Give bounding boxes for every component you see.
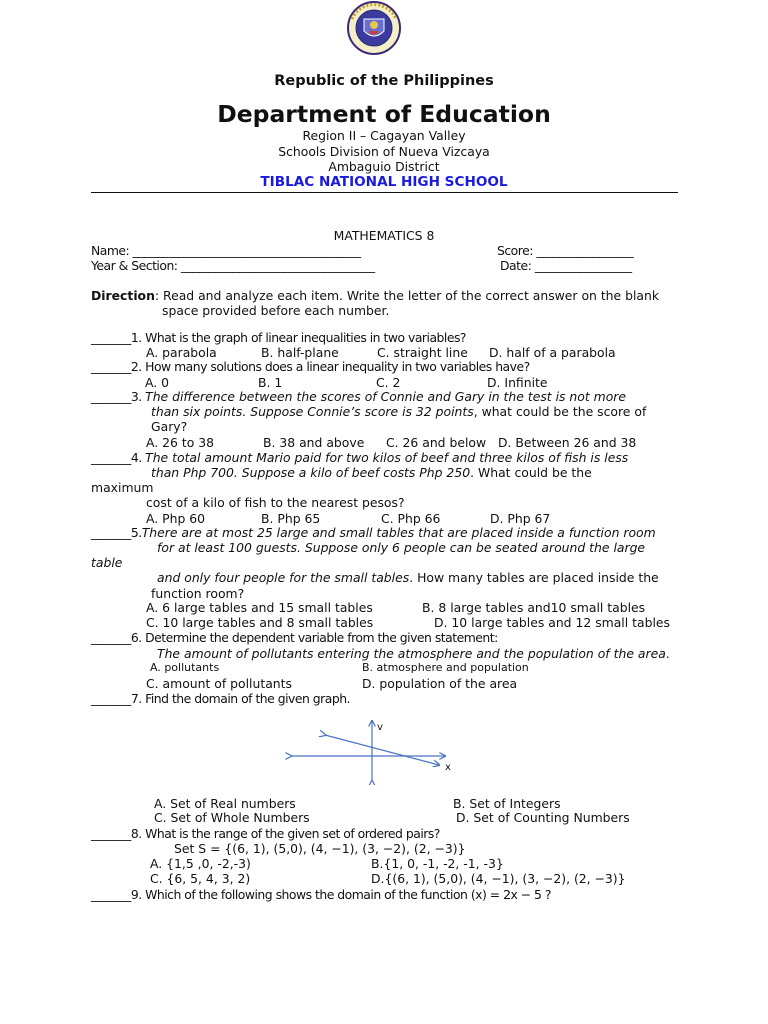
q5-line-5: function room? (151, 586, 245, 601)
q7-option-c: C. Set of Whole Numbers (154, 810, 310, 825)
q6-option-b: B. atmosphere and population (362, 661, 529, 674)
region-line: Region II – Cagayan Valley (302, 128, 466, 143)
q7-y-label: v (377, 722, 383, 733)
q5-option-c: C. 10 large tables and 8 small tables (146, 615, 374, 630)
division-line: Schools Division of Nueva Vizcaya (278, 144, 490, 159)
q7-graph (285, 715, 460, 785)
q2-option-a: A. 0 (145, 375, 170, 390)
q3-line-3: Gary? (151, 419, 188, 434)
q6-option-a: A. pollutants (150, 661, 220, 674)
year-section-field[interactable]: Year & Section: __________________________________ (91, 258, 375, 273)
deped-seal-logo (340, 1, 408, 57)
q4-option-b: B. Php 65 (261, 511, 321, 526)
republic-heading: Republic of the Philippines (274, 73, 494, 89)
q3-option-a: A. 26 to 38 (146, 435, 214, 450)
q4-option-c: C. Php 66 (381, 511, 441, 526)
q8-option-b: B.{1, 0, -1, -2, -1, -3} (371, 856, 504, 871)
q6-stem: _______6. Determine the dependent variable from the given statement: (91, 630, 498, 645)
q5-option-b: B. 8 large tables and10 small tables (422, 600, 646, 615)
q1-stem: _______1. What is the graph of linear inequalities in two variables? (91, 330, 467, 345)
q5-option-a: A. 6 large tables and 15 small tables (146, 600, 373, 615)
q4-option-d: D. Php 67 (490, 511, 551, 526)
q1-option-b: B. half-plane (261, 345, 339, 360)
q2-stem: _______2. How many solutions does a linear inequality in two variables have? (91, 359, 530, 374)
q5-line-1: _______5.There are at most 25 large and small tables that are placed inside a function room (91, 525, 656, 540)
q8-stem: _______8. What is the range of the given set of ordered pairs? (91, 826, 440, 841)
q8-option-a: A. {1,5 ,0, -2,-3) (150, 856, 251, 871)
q4-line-1: _______4. The total amount Mario paid for two kilos of beef and three kilos of fish is less (91, 450, 629, 465)
name-field[interactable]: Name: ________________________________________ (91, 243, 361, 258)
direction-line (91, 288, 659, 303)
q8-option-c: C. {6, 5, 4, 3, 2) (150, 871, 251, 886)
q2-option-d: D. Infinite (487, 375, 548, 390)
date-field[interactable]: Date: _________________ (500, 258, 632, 273)
q6-option-c: C. amount of pollutants (146, 676, 292, 691)
q3-option-b: B. 38 and above (263, 435, 365, 450)
q7-x-label: x (445, 762, 451, 773)
q7-option-a: A. Set of Real numbers (154, 796, 296, 811)
q5-line-3: table (91, 555, 123, 570)
q9-stem: _______9. Which of the following shows the domain of the function (x) = 2x − 5 ? (91, 887, 551, 902)
q6-statement: The amount of pollutants entering the atmosphere and the population of the area. (157, 646, 670, 661)
q7-line (325, 735, 439, 765)
q4-line-2: than Php 700. Suppose a kilo of beef costs Php 250. What could be the (151, 465, 592, 480)
q7-option-d: D. Set of Counting Numbers (456, 810, 630, 825)
direction-text-cont: space provided before each number. (162, 303, 390, 318)
q3-line-2: than six points. Suppose Connie’s score is 32 points, what could be the score of (151, 404, 647, 419)
q3-line-1: _______3. The difference between the scores of Connie and Gary in the test is not more (91, 389, 627, 404)
district-line: Ambaguio District (328, 159, 440, 174)
q2-option-c: C. 2 (376, 375, 401, 390)
q7-stem: _______7. Find the domain of the given graph. (91, 691, 350, 706)
q1-option-d: D. half of a parabola (489, 345, 616, 360)
subject-title: MATHEMATICS 8 (333, 228, 435, 243)
q1-option-a: A. parabola (146, 345, 217, 360)
q5-option-d: D. 10 large tables and 12 small tables (434, 615, 670, 630)
q4-line-4: cost of a kilo of fish to the nearest pesos? (146, 495, 405, 510)
q5-line-2: for at least 100 guests. Suppose only 6 people can be seated around the large (157, 540, 646, 555)
q3-option-d: D. Between 26 and 38 (498, 435, 637, 450)
q4-line-3: maximum (91, 480, 154, 495)
q8-option-d: D.{(6, 1), (5,0), (4, −1), (3, −2), (2, −3)} (371, 871, 626, 886)
school-name: TIBLAC NATIONAL HIGH SCHOOL (260, 174, 508, 190)
q3-option-c: C. 26 and below (386, 435, 487, 450)
q2-option-b: B. 1 (258, 375, 283, 390)
q8-set: Set S = {(6, 1), (5,0), (4, −1), (3, −2), (2, −3)} (174, 841, 466, 856)
q4-option-a: A. Php 60 (146, 511, 206, 526)
direction-label: Direction (91, 288, 155, 303)
score-field[interactable]: Score: _________________ (497, 243, 634, 258)
header-divider (91, 192, 678, 193)
department-title: Department of Education (217, 100, 551, 128)
direction-text: : Read and analyze each item. Write the letter of the correct answer on the blank (154, 288, 660, 303)
q7-option-b: B. Set of Integers (453, 796, 561, 811)
q6-option-d: D. population of the area (362, 676, 518, 691)
q1-option-c: C. straight line (377, 345, 468, 360)
q5-line-4: and only four people for the small tables. How many tables are placed inside the (157, 570, 659, 585)
